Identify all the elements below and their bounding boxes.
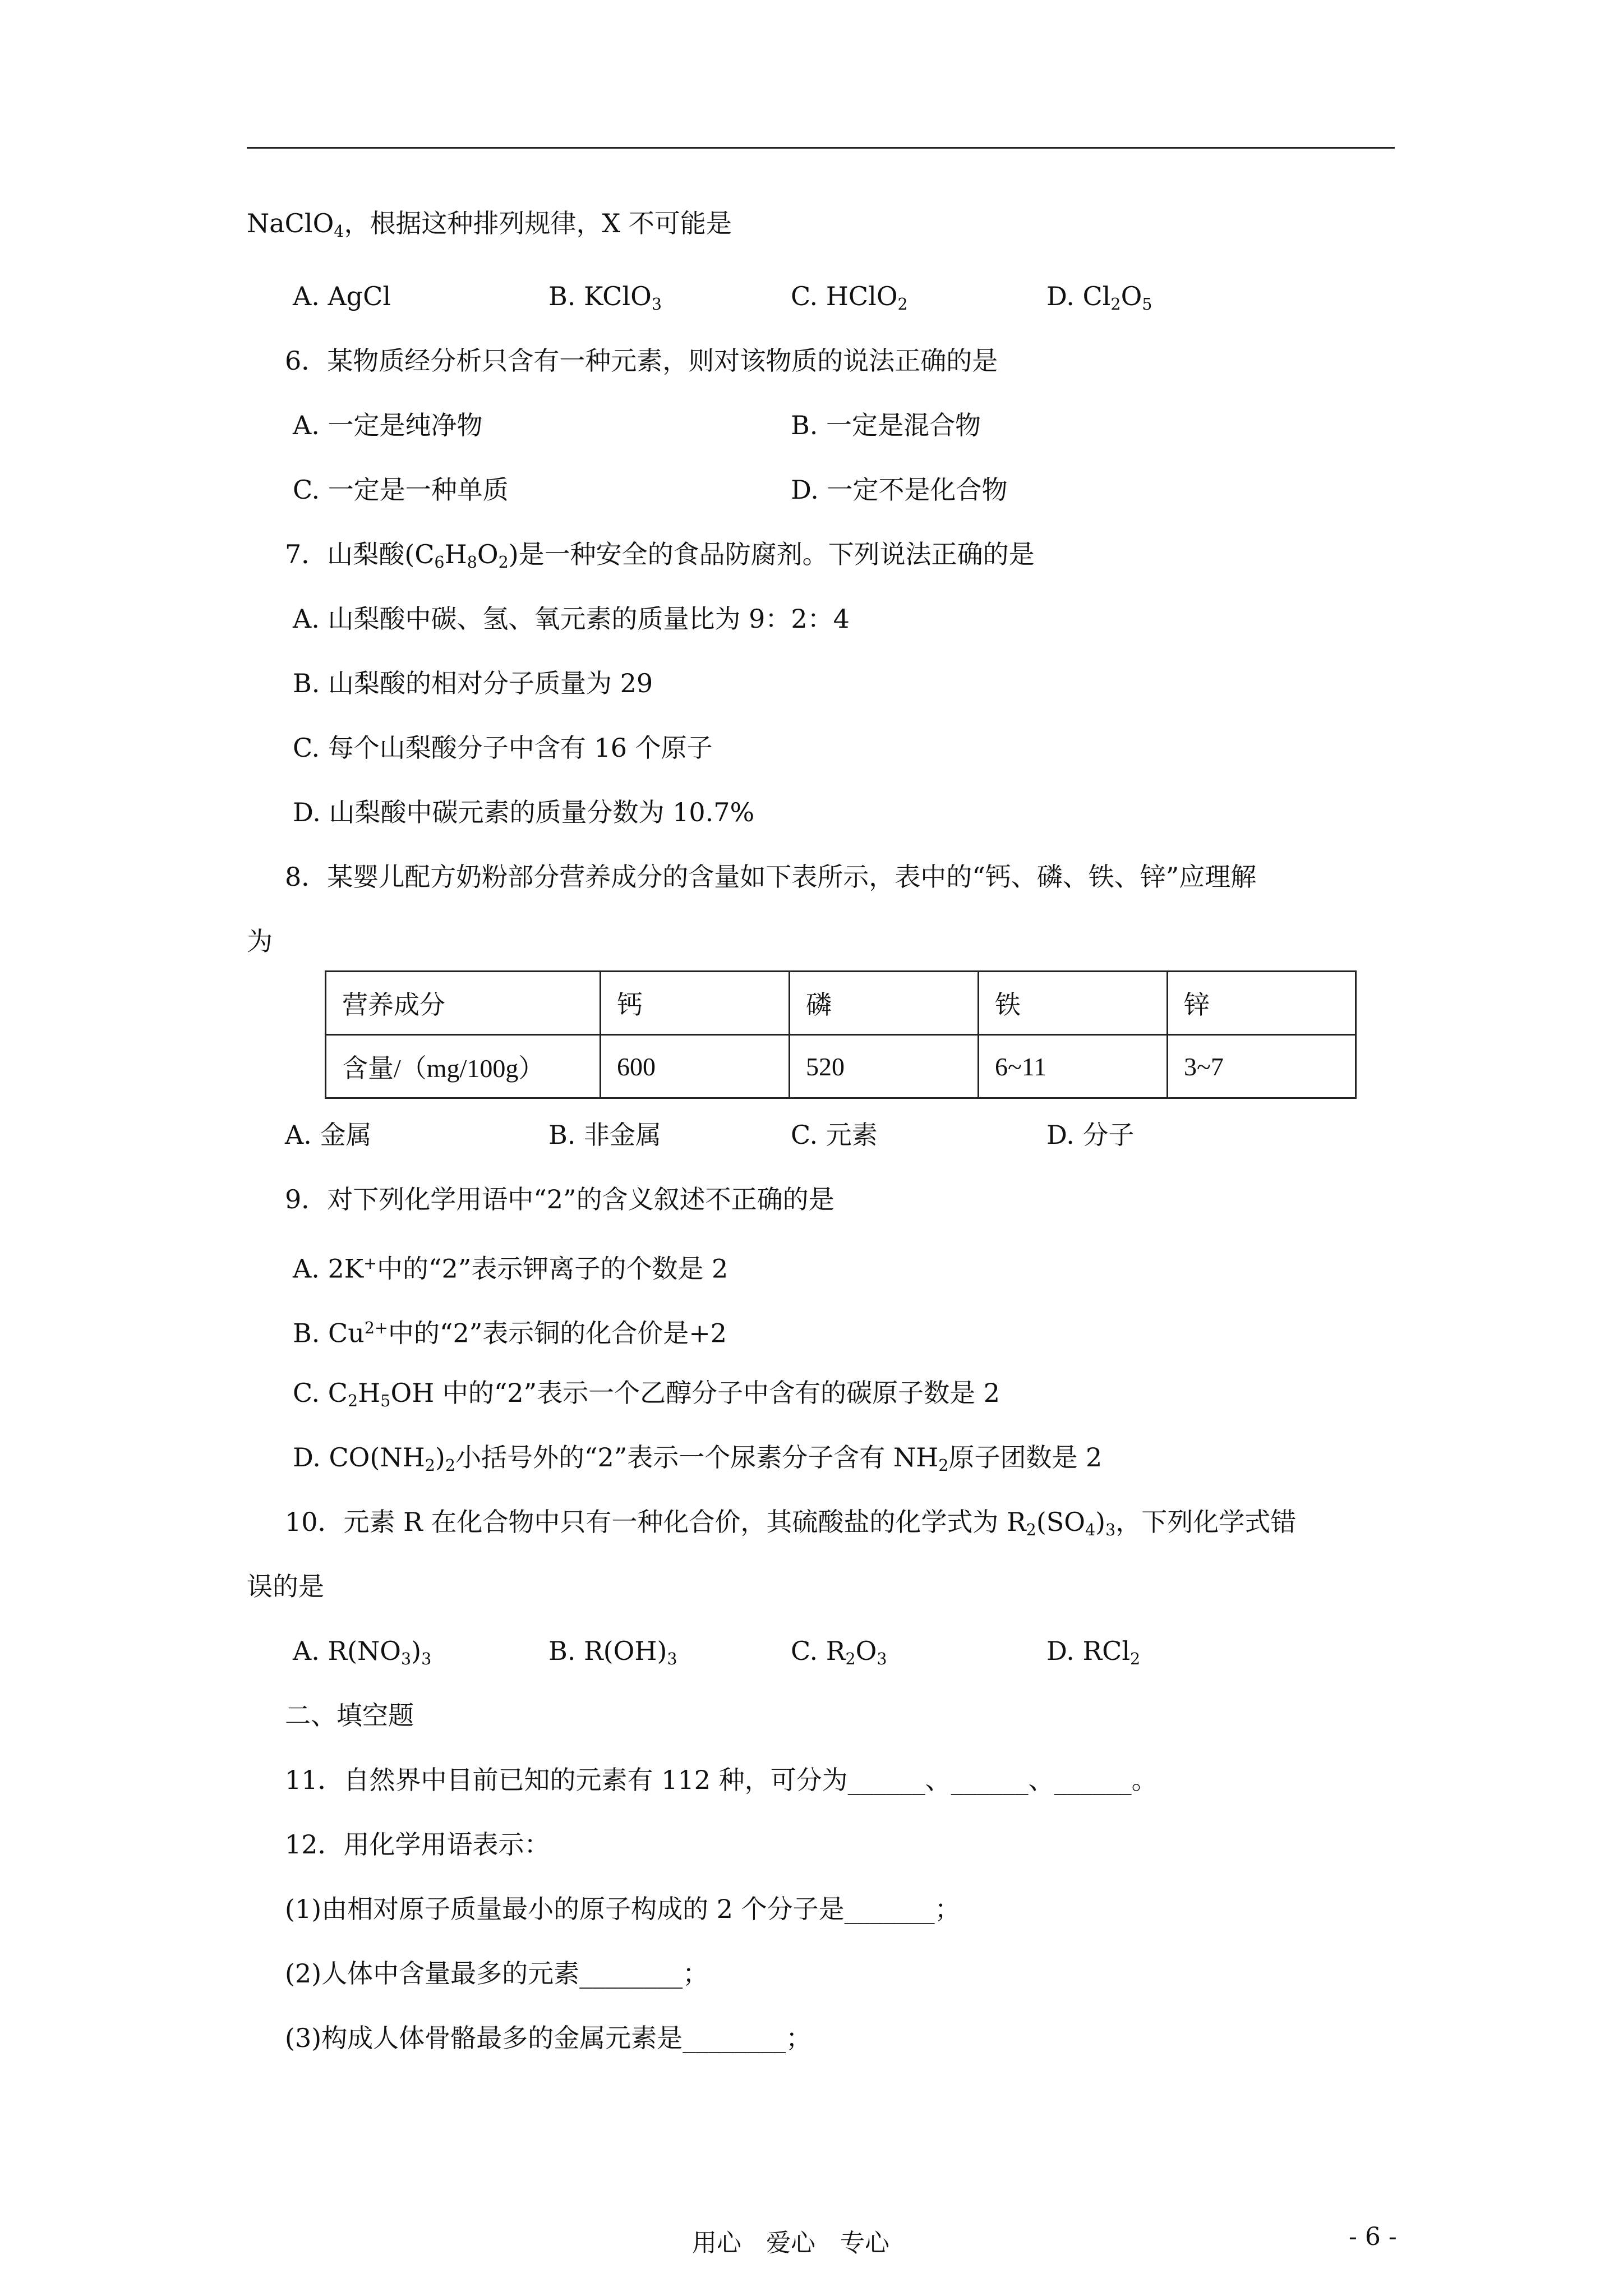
- q12-part-2: (2)人体中含量最多的元素________；: [285, 1958, 709, 1989]
- q10-option-a: A. $R(NO_3)_3$: [293, 1636, 432, 1668]
- q6-option-b: B. 一定是混合物: [791, 410, 981, 440]
- table-cell: 锌: [1168, 972, 1356, 1035]
- header-rule: [247, 147, 1395, 149]
- table-cell: 铁: [979, 972, 1168, 1035]
- footer-motto: 用心 爱心 专心: [692, 2229, 889, 2257]
- q8-stem-line2: 为: [247, 926, 273, 956]
- q5-stem-tail: NaClO$_4$，根据这种排列规律，X 不可能是: [247, 208, 732, 241]
- section-heading: 二、填空题: [285, 1700, 414, 1731]
- table-cell: 营养成分: [326, 972, 601, 1035]
- q7-stem: 7．山梨酸$(C_6H_8O_2)$是一种安全的食品防腐剂。下列说法正确的是: [285, 539, 1035, 572]
- q5-option-b: B. KClO$_3$: [548, 281, 662, 314]
- q5-option-d: D. $Cl_2O_5$: [1046, 281, 1152, 314]
- q7-option-b: B. 山梨酸的相对分子质量为 29: [293, 668, 653, 698]
- q9-option-b: B. $Cu^{2+}$中的“2”表示铜的化合价是+2: [293, 1318, 727, 1349]
- q5-option-c: C. HClO$_2$: [791, 281, 908, 314]
- q9-option-c: C. $C_2H_5OH$ 中的“2”表示一个乙醇分子中含有的碳原子数是 2: [293, 1378, 1000, 1410]
- q10-option-b: B. $R(OH)_3$: [548, 1636, 677, 1668]
- q6-option-d: D. 一定不是化合物: [791, 475, 1008, 505]
- table-cell: 磷: [790, 972, 979, 1035]
- q6-option-a: A. 一定是纯净物: [293, 410, 483, 440]
- q12-part-1: (1)由相对原子质量最小的原子构成的 2 个分子是_______；: [285, 1894, 961, 1924]
- q6-stem: 6．某物质经分析只含有一种元素，则对该物质的说法正确的是: [285, 346, 998, 376]
- table-cell: 3~7: [1168, 1035, 1356, 1098]
- q8-stem-line1: 8．某婴儿配方奶粉部分营养成分的含量如下表所示，表中的“钙、磷、铁、锌”应理解: [285, 862, 1257, 892]
- q10-option-d: D. RCl$_2$: [1046, 1636, 1141, 1668]
- table-cell: 600: [601, 1035, 790, 1098]
- q7-option-a: A. 山梨酸中碳、氢、氧元素的质量比为 9：2：4: [293, 604, 850, 634]
- q9-stem: 9．对下列化学用语中“2”的含义叙述不正确的是: [285, 1184, 834, 1214]
- q7-option-c: C. 每个山梨酸分子中含有 16 个原子: [293, 733, 713, 763]
- q10-stem-line2: 误的是: [247, 1571, 324, 1602]
- q8-option-d: D. 分子: [1046, 1120, 1135, 1150]
- q10-stem-line1: 10．元素 R 在化合物中只有一种化合价，其硫酸盐的化学式为 $R_2(SO_4)_3$，下列化学式错: [285, 1507, 1297, 1539]
- q11-stem: 11．自然界中目前已知的元素有 112 种，可分为______、______、______。: [285, 1765, 1158, 1795]
- q9-option-a: A. 2K+中的“2”表示钾离子的个数是 2: [293, 1253, 728, 1284]
- nutrition-table: [325, 970, 1357, 1099]
- table-header-row: [326, 972, 1356, 1035]
- q6-option-c: C. 一定是一种单质: [293, 475, 509, 505]
- table-row: [326, 1035, 1356, 1098]
- page-number: - 6 -: [1349, 2223, 1397, 2251]
- q8-option-a: A. 金属: [285, 1120, 372, 1150]
- q10-option-c: C. $R_2O_3$: [791, 1636, 887, 1668]
- table-cell: 6~11: [979, 1035, 1168, 1098]
- table-cell: 520: [790, 1035, 979, 1098]
- q12-part-3: (3)构成人体骨骼最多的金属元素是________；: [285, 2023, 812, 2053]
- q8-option-c: C. 元素: [791, 1120, 878, 1150]
- table-cell: 含量/（mg/100g）: [326, 1035, 601, 1098]
- q7-option-d: D. 山梨酸中碳元素的质量分数为 10.7%: [293, 797, 755, 827]
- q9-option-d: D. $CO(NH_2)_2$小括号外的“2”表示一个尿素分子含有 $NH_2$原子团数是 2: [293, 1442, 1103, 1475]
- q8-option-b: B. 非金属: [548, 1120, 662, 1150]
- q5-option-a: A. AgCl: [293, 281, 391, 311]
- q12-stem: 12．用化学用语表示：: [285, 1829, 550, 1860]
- table-cell: 钙: [601, 972, 790, 1035]
